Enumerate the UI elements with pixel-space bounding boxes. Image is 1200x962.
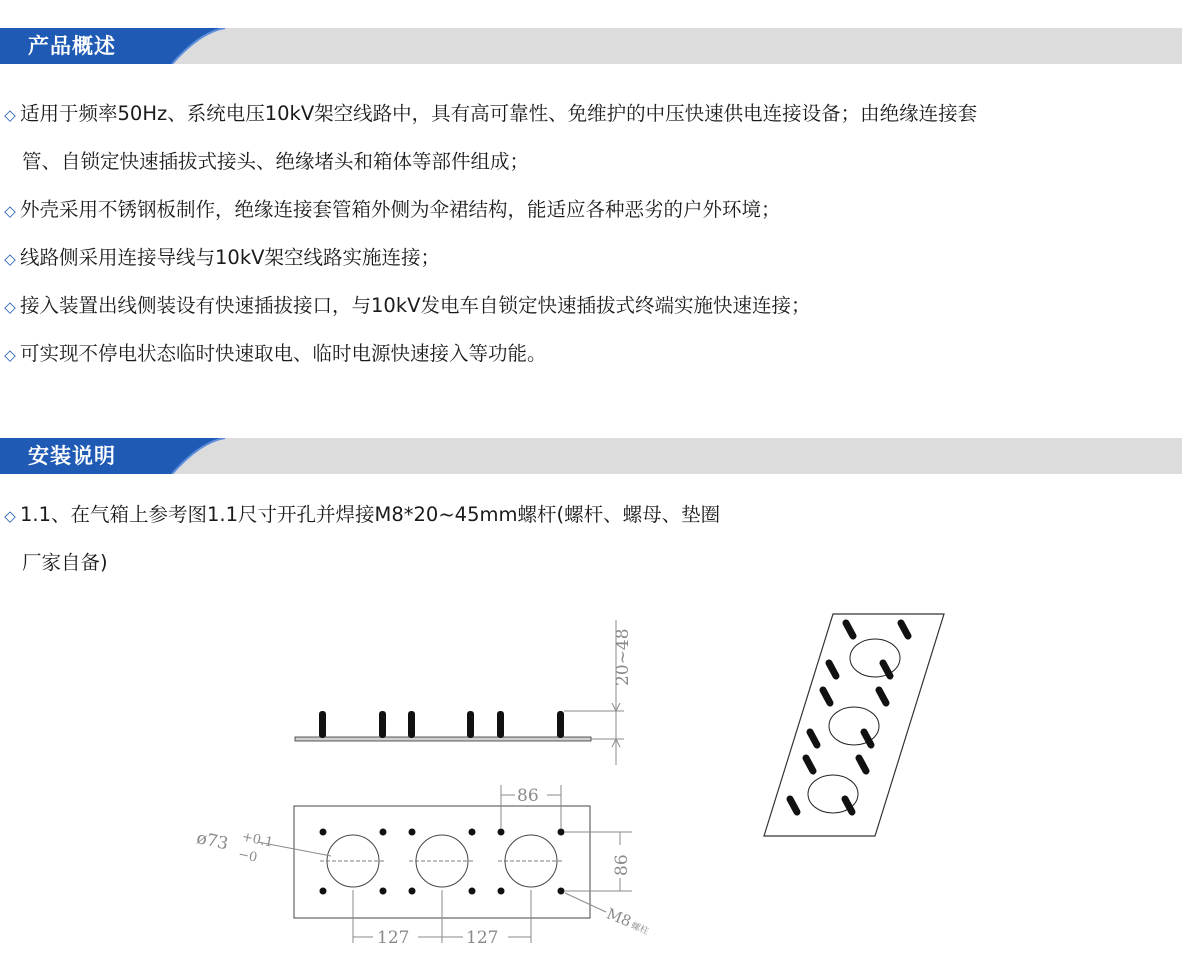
install-bullet-1-continuation: 厂家自备) <box>22 551 108 574</box>
diamond-bullet-icon: ◇ <box>4 507 16 525</box>
diamond-bullet-icon: ◇ <box>4 346 16 364</box>
section-title: 产品概述 <box>28 34 116 58</box>
perspective-view <box>764 614 944 836</box>
bolt-label-small: 螺柱 <box>629 921 650 938</box>
diamond-bullet-icon: ◇ <box>4 202 16 220</box>
top-view <box>194 785 653 948</box>
bullet-text: 外壳采用不锈钢板制作，绝缘连接套管箱外侧为伞裙结构，能适应各种恶劣的户外环境； <box>20 198 781 221</box>
right-spacing-dimension: 86 <box>612 854 632 876</box>
bullet-text: 接入装置出线侧装设有快速插拔接口，与10kV发电车自锁定快速插拔式终端实施快速连接； <box>20 294 811 317</box>
bullet-text: 线路侧采用连接导线与10kV架空线路实施连接； <box>20 246 440 269</box>
diamond-bullet-icon: ◇ <box>4 106 16 124</box>
bolt-label: M8 <box>604 904 634 931</box>
overview-bullet-1-continuation: 管、自锁定快速插拔式接头、绝缘堵头和箱体等部件组成； <box>22 150 530 173</box>
top-spacing-dimension: 86 <box>517 786 539 806</box>
side-height-dimension: 20~48 <box>613 628 633 686</box>
side-view <box>295 620 633 765</box>
bottom-spacing-dimension-2: 127 <box>466 928 499 948</box>
bottom-spacing-dimension-1: 127 <box>377 928 410 948</box>
hole-tolerance-plus: +0.1 <box>240 829 275 851</box>
bullet-text: 可实现不停电状态临时快速取电、临时电源快速接入等功能。 <box>20 342 547 365</box>
hole-tolerance-minus: −0 <box>236 847 259 866</box>
diamond-bullet-icon: ◇ <box>4 298 16 316</box>
hole-diameter-dimension: ø73 <box>194 828 231 855</box>
bullet-text: 1.1、在气箱上参考图1.1尺寸开孔并焊接M8*20~45mm螺杆(螺杆、螺母、垫圈 <box>20 503 721 526</box>
section-title: 安装说明 <box>28 444 116 468</box>
bullet-text: 适用于频率50Hz、系统电压10kV架空线路中，具有高可靠性、免维护的中压快速供电连接设备；由绝缘连接套 <box>20 102 978 125</box>
diamond-bullet-icon: ◇ <box>4 250 16 268</box>
